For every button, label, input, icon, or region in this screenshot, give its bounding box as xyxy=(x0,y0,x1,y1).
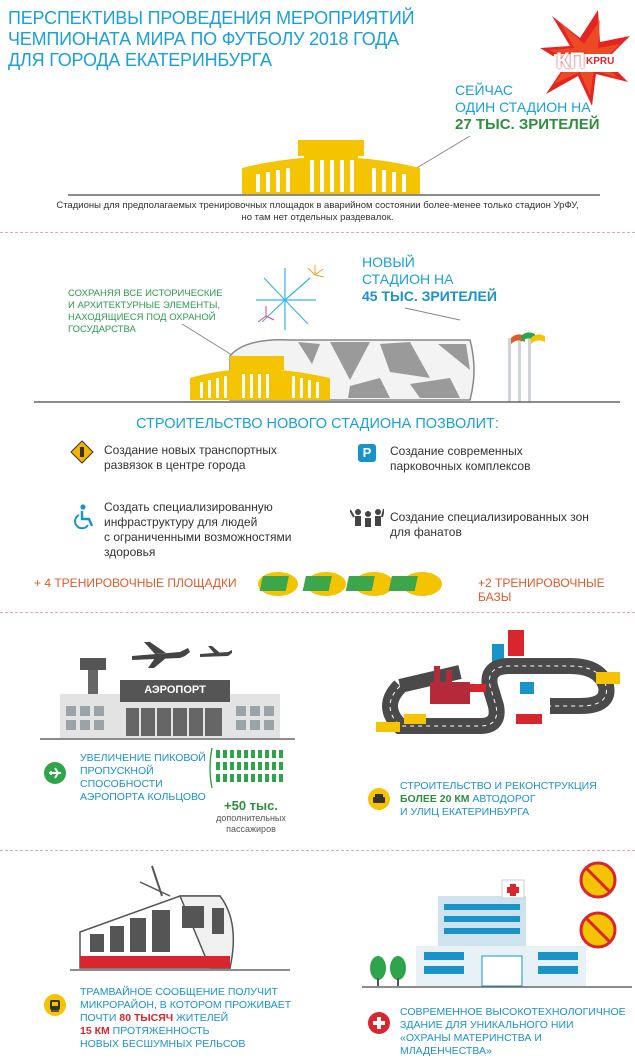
tram-icon xyxy=(44,994,66,1016)
training-fields-illustration xyxy=(256,566,446,600)
airplane-icon xyxy=(44,762,66,784)
parking-icon: P xyxy=(358,444,376,462)
hospital-text: СОВРЕМЕННОЕ ВЫСОКОТЕХНОЛОГИЧНОЕ ЗДАНИЕ ДЛЯ УНИКАЛЬНОГО НИИ «ОХРАНЫ МАТЕРИНСТВА И МЛАДЕНЧЕСТВА» xyxy=(400,1006,626,1057)
new-capacity: НОВЫЙ СТАДИОН НА 45 ТЫС. ЗРИТЕЛЕЙ xyxy=(362,254,497,304)
medical-cross-icon xyxy=(368,1012,390,1034)
roads-text: СТРОИТЕЛЬСТВО И РЕКОНСТРУКЦИЯ БОЛЕЕ 20 КМ АВТОДОРОГ И УЛИЦ ЕКАТЕРИНБУРГА xyxy=(400,780,597,818)
benefit-item: Создать специализированную инфраструктуру для людей с ограниченными возможностями здоровья xyxy=(104,500,292,559)
divider xyxy=(0,612,635,613)
training-bases-label: +2 ТРЕНИРОВОЧНЫЕ БАЗЫ xyxy=(478,576,605,604)
roads-illustration xyxy=(370,626,625,761)
hospital-illustration xyxy=(362,860,632,990)
benefit-item: Создание современных парковочных комплексов xyxy=(390,444,531,473)
divider xyxy=(0,232,635,233)
passengers-illustration xyxy=(208,748,290,792)
divider xyxy=(0,850,635,851)
benefit-item: Создание специализированных зон для фанатов xyxy=(390,510,589,539)
car-icon xyxy=(368,788,390,810)
benefit-item: Создание новых транспортных развязок в центре города xyxy=(104,443,277,472)
current-capacity: СЕЙЧАС ОДИН СТАДИОН НА 27 ТЫС. ЗРИТЕЛЕЙ xyxy=(455,82,600,133)
benefits-heading: СТРОИТЕЛЬСТВО НОВОГО СТАДИОНА ПОЗВОЛИТ: xyxy=(136,416,499,432)
passengers-count: +50 тыс. дополнительных пассажиров xyxy=(216,798,286,834)
airport-text: УВЕЛИЧЕНИЕ ПИКОВОЙ ПРОПУСКНОЙ СПОСОБНОСТИ АЭРОПОРТА КОЛЬЦОВО xyxy=(80,752,206,803)
road-sign-icon xyxy=(70,440,94,464)
training-fields-label: + 4 ТРЕНИРОВОЧНЫЕ ПЛОЩАДКИ xyxy=(34,576,237,590)
airport-sign: АЭРОПОРТ xyxy=(144,684,206,696)
wheelchair-icon xyxy=(72,504,96,530)
tram-illustration xyxy=(70,862,290,982)
page-title: ПЕРСПЕКТИВЫ ПРОВЕДЕНИЯ МЕРОПРИЯТИЙ ЧЕМПИОНАТА МИРА ПО ФУТБОЛУ 2018 ГОДА ДЛЯ ГОРОДА ЕКАТЕРИНБУРГА xyxy=(8,8,415,70)
heritage-note: СОХРАНЯЯ ВСЕ ИСТОРИЧЕСКИЕ И АРХИТЕКТУРНЫЕ ЭЛЕМЕНТЫ, НАХОДЯЩИЕСЯ ПОД ОХРАНОЙ ГОСУДАРСТВА xyxy=(68,288,223,335)
current-stadium-illustration xyxy=(60,118,620,200)
current-caption: Стадионы для предполагаемых тренировочных площадок в аварийном состоянии более-менее только стадион УрФУ, но там нет отдельных раздевалок. xyxy=(56,200,579,223)
new-stadium-illustration xyxy=(30,260,620,405)
kp-logo: КП KPRU xyxy=(540,8,632,108)
tram-text: ТРАМВАЙНОЕ СООБЩЕНИЕ ПОЛУЧИТ МИКРОРАЙОН, В КОТОРОМ ПРОЖИВАЕТ ПОЧТИ 80 ТЫСЯЧ ЖИТЕЛЕЙ 15 КМ ПРОТЯЖЕННОСТЬ НОВЫХ БЕСШУМНЫХ РЕЛЬСОВ xyxy=(80,986,292,1050)
fans-icon xyxy=(350,506,384,528)
